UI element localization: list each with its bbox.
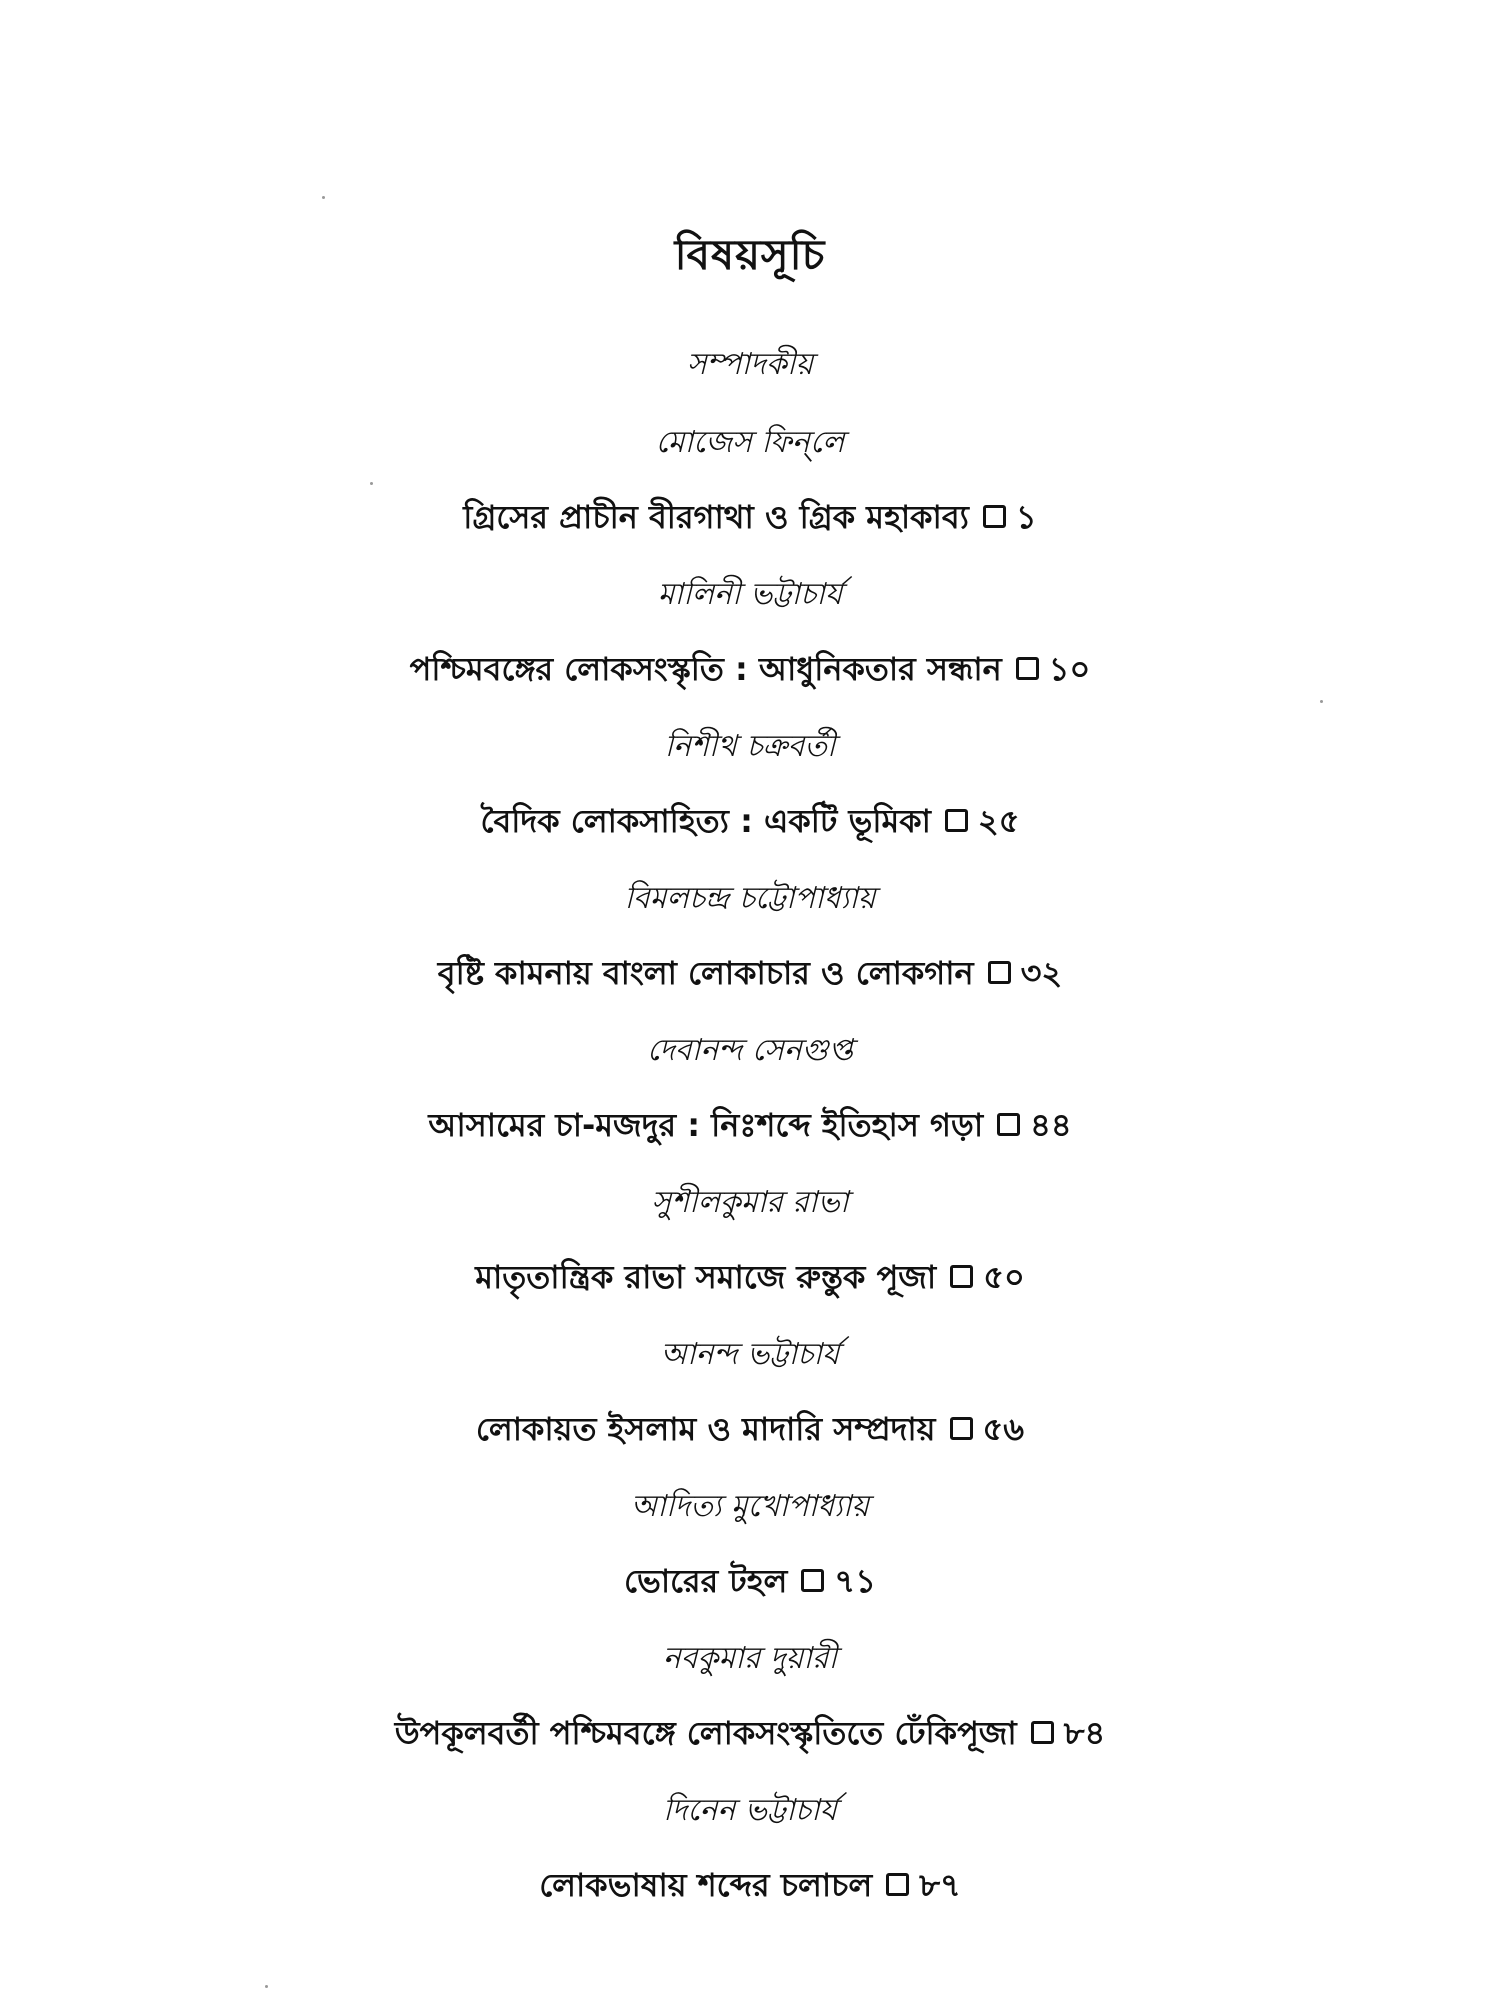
- hollow-square-icon: [1016, 657, 1039, 680]
- article-line: [0, 1406, 1500, 1452]
- toc-entry: [0, 1028, 1500, 1148]
- page-number: ৫৬: [982, 1410, 1025, 1448]
- hollow-square-icon: [997, 1113, 1020, 1136]
- article-title: বৈদিক লোকসাহিত্য : একটি ভূমিকা: [480, 802, 931, 840]
- author-name: সুশীলকুমার রাভা: [651, 1185, 849, 1220]
- scan-speck: [265, 1985, 268, 1988]
- article-line: [0, 1102, 1500, 1148]
- page-number: ৫০: [983, 1258, 1025, 1296]
- author-name: বিমলচন্দ্র চট্টোপাধ্যায়: [624, 881, 876, 916]
- hollow-square-icon: [886, 1873, 909, 1896]
- author-name: আদিত্য মুখোপাধ্যায়: [630, 1489, 870, 1524]
- article-line: [0, 1558, 1500, 1604]
- toc-entry: [0, 1180, 1500, 1300]
- author-name: নবকুমার দুয়ারী: [662, 1641, 838, 1676]
- article-title: উপকূলবর্তী পশ্চিমবঙ্গে লোকসংস্কৃতিতে ঢেঁকিপূজা: [394, 1714, 1017, 1752]
- page-number: ৩২: [1020, 954, 1063, 992]
- article-line: [0, 1710, 1500, 1756]
- toc-entry: [0, 876, 1500, 996]
- page-number: ১: [1015, 498, 1037, 536]
- toc-entry: [0, 572, 1500, 692]
- page-number: ১০: [1048, 650, 1091, 688]
- article-title: গ্রিসের প্রাচীন বীরগাথা ও গ্রিক মহাকাব্য: [463, 498, 969, 536]
- page-number: ৪৪: [1030, 1106, 1072, 1144]
- page-number: ৭১: [834, 1562, 876, 1600]
- author-name: নিশীথ চক্রবর্তী: [664, 729, 836, 764]
- scan-speck: [322, 196, 325, 199]
- author-name: দেবানন্দ সেনগুপ্ত: [647, 1033, 853, 1068]
- toc-entry: [0, 1484, 1500, 1604]
- article-title: বৃষ্টি কামনায় বাংলা লোকাচার ও লোকগান: [437, 954, 974, 992]
- hollow-square-icon: [988, 961, 1011, 984]
- toc-entry: [0, 1636, 1500, 1756]
- article-line: [0, 950, 1500, 996]
- article-line: [0, 1862, 1500, 1908]
- hollow-square-icon: [983, 505, 1006, 528]
- hollow-square-icon: [945, 809, 968, 832]
- hollow-square-icon: [801, 1569, 824, 1592]
- page-number: ৮৪: [1063, 1714, 1106, 1752]
- editorial-label: সম্পাদকীয়: [686, 347, 814, 382]
- hollow-square-icon: [1031, 1721, 1054, 1744]
- scan-speck: [370, 482, 373, 485]
- scan-speck: [1320, 700, 1323, 703]
- article-title: পশ্চিমবঙ্গের লোকসংস্কৃতি : আধুনিকতার সন্ধান: [409, 650, 1002, 688]
- article-title: আসামের চা-মজদুর : নিঃশব্দে ইতিহাস গড়া: [428, 1106, 984, 1144]
- page-title: বিষয়সূচি: [674, 230, 826, 279]
- author-name: আনন্দ ভট্টাচার্য: [660, 1337, 840, 1372]
- article-line: [0, 798, 1500, 844]
- toc-entry: [0, 420, 1500, 540]
- article-title: ভোরের টহল: [624, 1562, 788, 1600]
- hollow-square-icon: [950, 1265, 973, 1288]
- article-title: মাতৃতান্ত্রিক রাভা সমাজে রুন্তুক পূজা: [475, 1258, 937, 1296]
- author-name: দিনেন ভট্টাচার্য: [663, 1793, 837, 1828]
- page-number: ২৫: [977, 802, 1020, 840]
- article-line: [0, 646, 1500, 692]
- toc-entry: [0, 724, 1500, 844]
- article-line: [0, 494, 1500, 540]
- article-title: লোকায়ত ইসলাম ও মাদারি সম্প্রদায়: [475, 1410, 936, 1448]
- toc-entry: [0, 1332, 1500, 1452]
- author-name: মোজেস ফিন্‌লে: [655, 425, 845, 460]
- hollow-square-icon: [950, 1417, 973, 1440]
- article-title: লোকভাষায় শব্দের চলাচল: [539, 1866, 873, 1904]
- toc-entry: [0, 1788, 1500, 1908]
- author-name: মালিনী ভট্টাচার্য: [657, 577, 843, 612]
- article-line: [0, 1254, 1500, 1300]
- page-number: ৮৭: [919, 1866, 961, 1904]
